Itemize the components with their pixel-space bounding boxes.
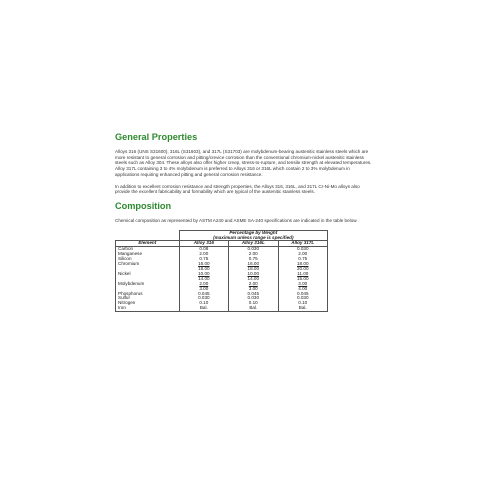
column-header-alloy-316: Alloy 316 <box>179 241 228 247</box>
value-cell-a317l <box>278 306 328 311</box>
range-min-value: 2.00 <box>248 280 258 286</box>
range-max-value: 14.00 <box>247 275 260 281</box>
max-value: Bal. <box>199 305 208 311</box>
element-name-cell: Nickel <box>116 272 180 282</box>
range-min-value: 16.00 <box>198 261 210 267</box>
max-value: 0.030 <box>247 295 260 301</box>
table-corner <box>116 230 180 241</box>
table-row <box>116 306 328 311</box>
max-value: 0.75 <box>248 256 258 262</box>
range-max-value: 18.00 <box>198 265 210 271</box>
max-value: 0.030 <box>297 295 309 301</box>
max-value: 0.045 <box>198 290 210 296</box>
range-min-value: 16.00 <box>247 261 260 267</box>
range-max-value: 14.00 <box>198 275 210 281</box>
table-title <box>179 230 327 241</box>
value-cell-a316l <box>229 306 278 311</box>
range-max-value: 20.00 <box>297 265 309 271</box>
general-properties-paragraph-2: In addition to excellent corrosion resistance and strength properties, the Alloys 316, 316L, and 317L Cr-Ni-Mo alloys also provide the excellent fabricability and formability which are typical of the austenitic stainless steels. <box>115 183 360 195</box>
document-body <box>115 132 375 312</box>
max-value: 2.00 <box>298 251 308 257</box>
max-value: 0.10 <box>199 300 209 306</box>
column-header-alloy-316l: Alloy 316L <box>229 241 278 247</box>
table-title-line-2: (maximum unless range is specified) <box>213 234 294 240</box>
max-value: 0.10 <box>248 300 258 306</box>
element-name-cell: Phosphorus <box>116 292 180 297</box>
max-value: 0.10 <box>298 300 308 306</box>
element-name-cell: Molybdenum <box>116 282 180 292</box>
max-value: 0.045 <box>297 290 309 296</box>
table-row <box>116 282 328 292</box>
element-name-cell: Carbon <box>116 247 180 252</box>
general-properties-heading: General Properties <box>115 132 198 142</box>
max-value: 0.75 <box>199 256 209 262</box>
range-max-value: 15.00 <box>297 275 309 281</box>
table-row <box>116 262 328 272</box>
table-title-line-1: Percentage by Weight <box>229 229 278 235</box>
max-value: 0.045 <box>247 290 260 296</box>
max-value: Bal. <box>298 305 307 311</box>
range-min-value: 18.00 <box>297 261 309 267</box>
range-min-value: 3.00 <box>298 280 308 286</box>
max-value: 0.030 <box>297 246 309 252</box>
element-name-cell: Iron <box>116 306 180 311</box>
element-name-cell: Silicon <box>116 257 180 262</box>
max-value: 2.00 <box>199 251 209 257</box>
column-header-element: Element <box>116 241 180 247</box>
range-min-value: 10.00 <box>198 270 210 276</box>
range-max-value: 4.00 <box>298 285 308 291</box>
composition-table <box>115 230 328 313</box>
column-header-alloy-317l: Alloy 317L <box>278 241 328 247</box>
range-min-value: 2.00 <box>199 280 209 286</box>
value-cell-a316 <box>179 306 228 311</box>
range-max-value: 18.00 <box>247 265 260 271</box>
table-row <box>116 272 328 282</box>
max-value: 0.08 <box>199 246 209 252</box>
max-value: 2.00 <box>248 251 258 257</box>
general-properties-paragraph-1: Alloys 316 (UNS S31600), 316L (S31603), and 317L (S31703) are molybdenum-bearing austenitic stainless steels which are more resistant to general corrosion and pitting/crevice corrosion than the conventional chromium-nickel austenitic stainless steels such as Alloy 304. These alloys also offer higher creep, stress-to-rupture, and tensile strength at elevated temperatures. Alloy 317L containing 3 to 4% molybdenum is preferred to Alloys 316 or 316L which contain 2 to 3% molybdenum in applications requiring enhanced pitting and general corrosion resistance. <box>115 149 372 177</box>
max-value: 0.030 <box>198 295 210 301</box>
element-name-cell: Manganese <box>116 252 180 257</box>
max-value: 0.75 <box>298 256 308 262</box>
range-min-value: 11.00 <box>297 270 309 276</box>
composition-heading: Composition <box>115 200 172 211</box>
range-max-value: 3.00 <box>248 285 258 291</box>
range-max-value: 3.00 <box>199 285 209 291</box>
table-body <box>116 247 328 312</box>
max-value: 0.030 <box>247 246 260 252</box>
range-min-value: 10.00 <box>247 270 260 276</box>
element-name-cell: Sulfur <box>116 296 180 301</box>
element-name-cell: Nitrogen <box>116 301 180 306</box>
element-name-cell: Chromium <box>116 262 180 272</box>
max-value: Bal. <box>249 305 258 311</box>
composition-intro: Chemical composition as represented by ASTM A240 and ASME SA-240 specifications are indicated in the table below. <box>115 217 358 223</box>
